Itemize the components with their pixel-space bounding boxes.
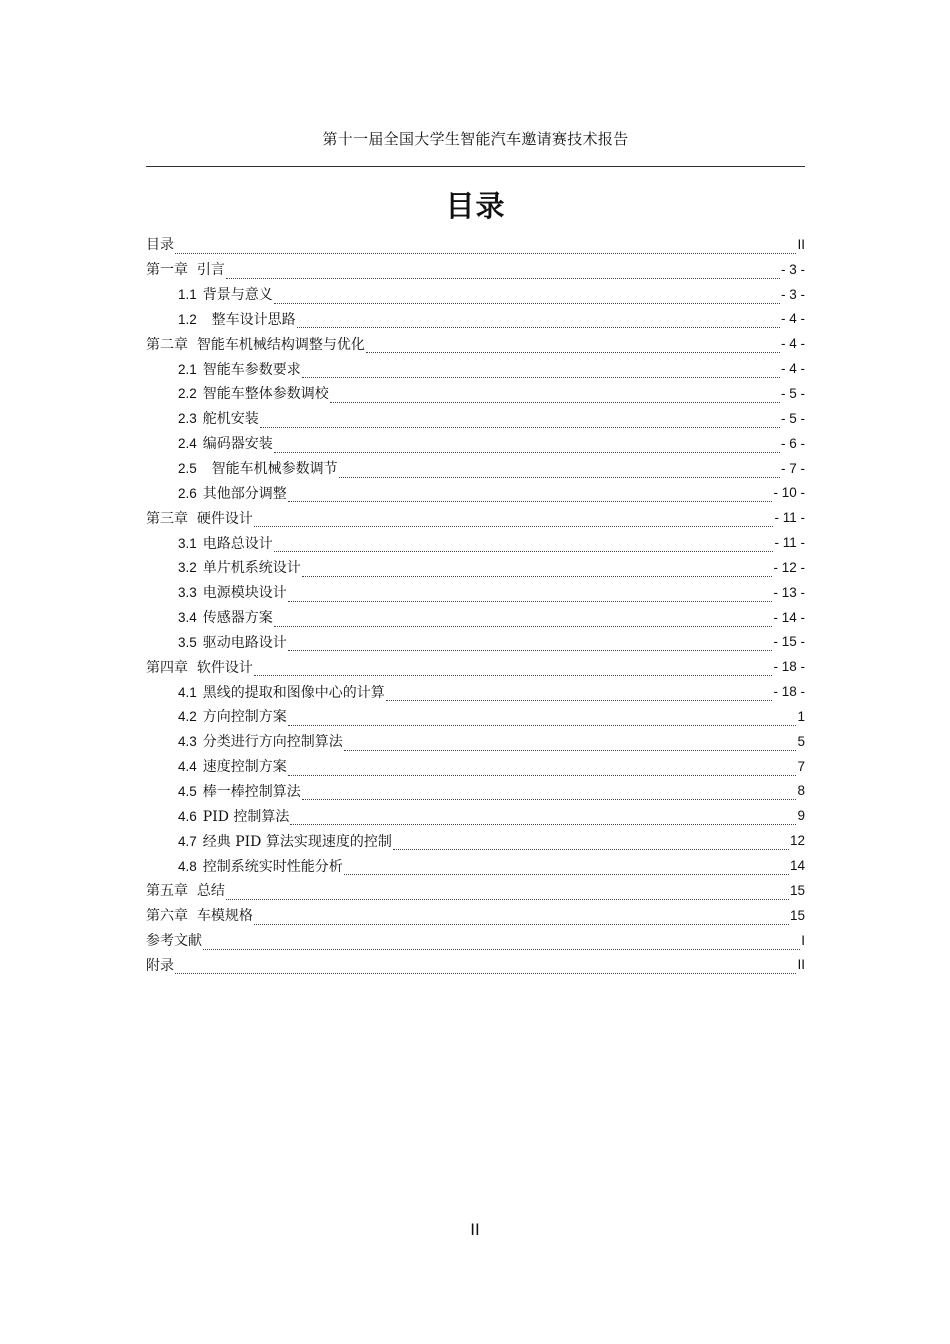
toc-entry-number: 2.5: [178, 461, 197, 477]
toc-entry-label: [146, 905, 253, 925]
toc-entry-label: [146, 508, 253, 528]
toc-entry-page: - 5 -: [780, 385, 805, 401]
toc-entry[interactable]: [146, 754, 805, 779]
toc-dot-leader: [393, 835, 789, 850]
toc-dot-leader: [297, 313, 780, 328]
toc-dot-leader: [288, 711, 797, 726]
toc-dot-leader: [175, 959, 796, 974]
toc-dot-leader: [366, 338, 780, 353]
toc-entry[interactable]: [146, 307, 805, 332]
toc-entry[interactable]: [146, 257, 805, 282]
toc-entry-page: 15: [789, 907, 805, 923]
toc-entry[interactable]: [146, 480, 805, 505]
toc-entry-label: [178, 856, 343, 876]
toc-entry[interactable]: [146, 232, 805, 257]
toc-dot-leader: [274, 537, 774, 552]
toc-entry[interactable]: [146, 803, 805, 828]
toc-entry-number: 2.2: [178, 386, 197, 402]
toc-entry-label: [178, 582, 287, 602]
toc-entry-number: 4.6: [178, 808, 197, 824]
toc-entry-number: 4.5: [178, 783, 197, 799]
toc-dot-leader: [290, 810, 796, 825]
toc-entry-label: [178, 781, 301, 801]
toc-entry[interactable]: [146, 853, 805, 878]
toc-entry-page: - 11 -: [774, 535, 805, 551]
toc-entry[interactable]: [146, 605, 805, 630]
toc-entry-page: II: [797, 236, 805, 252]
toc-dot-leader: [330, 388, 780, 403]
toc-entry-number: 4.7: [178, 833, 197, 849]
toc-dot-leader: [386, 686, 773, 701]
toc-entry-number: 4.8: [178, 858, 197, 874]
toc-entry-label: [178, 831, 392, 851]
toc-entry-label: [178, 682, 385, 702]
toc-entry-page: - 11 -: [774, 510, 805, 526]
toc-dot-leader: [302, 562, 773, 577]
toc-dot-leader: [254, 661, 773, 676]
toc-entry-text: 第五章 总结: [146, 883, 225, 900]
toc-entry-number: 3.2: [178, 560, 197, 576]
toc-entry[interactable]: [146, 630, 805, 655]
toc-entry-label: [178, 458, 338, 478]
toc-dot-leader: [254, 512, 774, 527]
toc-entry-number: 4.2: [178, 709, 197, 725]
toc-entry-page: 15: [789, 882, 805, 898]
toc-entry-number: 4.4: [178, 759, 197, 775]
toc-dot-leader: [274, 289, 780, 304]
toc-entry-label: [178, 806, 289, 826]
toc-entry-page: 14: [789, 858, 805, 874]
toc-entry-page: - 4 -: [780, 311, 805, 327]
toc-entry-label: [178, 607, 273, 627]
toc-entry-number: 1.1: [178, 287, 197, 303]
toc-dot-leader: [288, 487, 773, 502]
toc-entry[interactable]: [146, 431, 805, 456]
toc-dot-leader: [302, 785, 797, 800]
toc-entry-text: 第二章 智能车机械结构调整与优化: [146, 336, 365, 353]
toc-title: 目录: [445, 189, 506, 223]
toc-entry-number: 2.3: [178, 411, 197, 427]
toc-entry-label: [178, 706, 287, 726]
toc-entry[interactable]: [146, 456, 805, 481]
toc-entry-text: 分类进行方向控制算法: [202, 734, 343, 751]
toc-entry[interactable]: [146, 580, 805, 605]
page-number: II: [470, 1220, 480, 1239]
toc-entry-page: - 13 -: [773, 584, 805, 600]
toc-entry-label: [146, 880, 225, 900]
toc-entry-number: 3.5: [178, 634, 197, 650]
toc-entry-page: 5: [797, 733, 805, 749]
toc-entry-label: [178, 557, 301, 577]
toc-entry[interactable]: [146, 505, 805, 530]
toc-entry-label: [178, 483, 287, 503]
toc-entry-page: 1: [797, 708, 805, 724]
toc-dot-leader: [226, 885, 789, 900]
toc-entry-number: 2.4: [178, 436, 197, 452]
toc-entry[interactable]: [146, 704, 805, 729]
toc-entry-text: 棒一棒控制算法: [202, 783, 301, 800]
toc-entry-page: - 5 -: [780, 410, 805, 426]
toc-entry-page: - 4 -: [780, 336, 805, 352]
toc-entry-number: 4.1: [178, 684, 197, 700]
toc-entry-text: 智能车参数要求: [202, 361, 301, 378]
toc-entry-text: 舵机安装: [202, 411, 259, 428]
toc-entry[interactable]: [146, 282, 805, 307]
toc-entry-page: - 4 -: [780, 361, 805, 377]
toc-dot-leader: [274, 612, 773, 627]
toc-dot-leader: [339, 463, 780, 478]
toc-entry-label: [146, 334, 365, 354]
toc-dot-leader: [344, 860, 789, 875]
toc-entry[interactable]: [146, 331, 805, 356]
toc-entry-text: 传感器方案: [202, 610, 273, 627]
toc-entry[interactable]: [146, 928, 805, 953]
toc-entry-page: - 3 -: [780, 286, 805, 302]
toc-entry-page: I: [801, 932, 805, 948]
toc-entry-number: 2.6: [178, 485, 197, 501]
toc-entry-text: 智能车机械参数调节: [202, 461, 338, 478]
toc-entry-text: 背景与意义: [202, 287, 273, 304]
toc-entry-page: - 18 -: [773, 659, 805, 675]
toc-dot-leader: [226, 264, 780, 279]
toc-entry-text: 单片机系统设计: [202, 560, 301, 577]
toc-entry-label: [146, 955, 174, 975]
toc-entry-text: 智能车整体参数调校: [202, 386, 329, 403]
toc-entry-label: [178, 359, 301, 379]
toc-entry-text: 电源模块设计: [202, 585, 287, 602]
toc-entry-label: [146, 234, 174, 254]
toc-entry-label: [178, 408, 259, 428]
toc-entry-page: - 10 -: [773, 485, 805, 501]
toc-entry[interactable]: [146, 679, 805, 704]
toc-entry-text: 经典 PID 算法实现速度的控制: [202, 833, 392, 850]
toc-entry-text: 参考文献: [146, 933, 202, 950]
toc-entry-page: - 3 -: [780, 261, 805, 277]
toc-entry[interactable]: [146, 828, 805, 853]
toc-entry-text: 编码器安装: [202, 436, 273, 453]
toc-entry-page: - 18 -: [773, 684, 805, 700]
toc-entry-label: [146, 930, 202, 950]
toc-entry[interactable]: [146, 729, 805, 754]
toc-dot-leader: [254, 910, 789, 925]
toc-entry-number: 3.4: [178, 610, 197, 626]
toc-entry-number: 3.3: [178, 585, 197, 601]
toc-entry-text: 电路总设计: [202, 535, 273, 552]
toc-dot-leader: [288, 587, 773, 602]
toc-entry[interactable]: [146, 555, 805, 580]
toc-dot-leader: [274, 438, 780, 453]
toc-entry-label: [178, 632, 287, 652]
toc-entry-text: 方向控制方案: [202, 709, 287, 726]
toc-entry-page: - 15 -: [773, 634, 805, 650]
toc-entry-number: 2.1: [178, 361, 197, 377]
toc-entry-label: [146, 259, 225, 279]
toc-entry[interactable]: [146, 406, 805, 431]
toc-entry-text: 驱动电路设计: [202, 634, 287, 651]
toc-entry-page: - 14 -: [773, 609, 805, 625]
toc-dot-leader: [175, 239, 796, 254]
toc-entry-page: - 12 -: [773, 559, 805, 575]
toc-entry-label: [178, 731, 343, 751]
running-header: 第十一届全国大学生智能汽车邀请赛技术报告: [322, 130, 629, 148]
toc-entry-page: - 6 -: [780, 435, 805, 451]
toc-entry-text: 控制系统实时性能分析: [202, 858, 343, 875]
toc-entry-number: 3.1: [178, 535, 197, 551]
toc-entry[interactable]: [146, 878, 805, 903]
toc-dot-leader: [302, 363, 780, 378]
toc-entry-text: 第六章 车模规格: [146, 908, 253, 925]
toc-entry-text: 目录: [146, 237, 174, 254]
toc-entry-text: 整车设计思路: [202, 311, 296, 328]
toc-entry[interactable]: [146, 952, 805, 977]
toc-entry-page: II: [797, 957, 805, 973]
toc-entry-number: 4.3: [178, 734, 197, 750]
toc-dot-leader: [344, 736, 797, 751]
toc-entry[interactable]: [146, 654, 805, 679]
toc-dot-leader: [260, 413, 780, 428]
toc-entry-page: 7: [797, 758, 805, 774]
toc-entry-text: 附录: [146, 957, 174, 974]
toc-dot-leader: [288, 761, 797, 776]
toc-entry-page: 9: [797, 808, 805, 824]
table-of-contents: [146, 232, 805, 977]
toc-entry-page: - 7 -: [780, 460, 805, 476]
toc-entry-text: 其他部分调整: [202, 485, 287, 502]
toc-entry[interactable]: [146, 903, 805, 928]
toc-dot-leader: [288, 636, 773, 651]
toc-entry-label: [178, 383, 329, 403]
toc-entry-label: [146, 657, 253, 677]
toc-entry-text: PID 控制算法: [202, 808, 290, 825]
toc-entry[interactable]: [146, 356, 805, 381]
toc-entry[interactable]: [146, 530, 805, 555]
header-rule: [146, 166, 805, 167]
toc-entry[interactable]: [146, 381, 805, 406]
toc-entry-number: 1.2: [178, 311, 197, 327]
toc-entry-label: [178, 756, 287, 776]
toc-entry-text: 速度控制方案: [202, 759, 287, 776]
toc-entry-text: 第三章 硬件设计: [146, 510, 253, 527]
toc-entry-text: 黑线的提取和图像中心的计算: [202, 684, 385, 701]
toc-entry-label: [178, 309, 296, 329]
toc-dot-leader: [203, 935, 800, 950]
toc-entry-label: [178, 284, 273, 304]
toc-entry[interactable]: [146, 779, 805, 804]
toc-entry-page: 8: [797, 783, 805, 799]
toc-entry-label: [178, 433, 273, 453]
toc-entry-text: 第一章 引言: [146, 262, 225, 279]
toc-entry-label: [178, 533, 273, 553]
toc-entry-text: 第四章 软件设计: [146, 659, 253, 676]
toc-entry-page: 12: [789, 833, 805, 849]
